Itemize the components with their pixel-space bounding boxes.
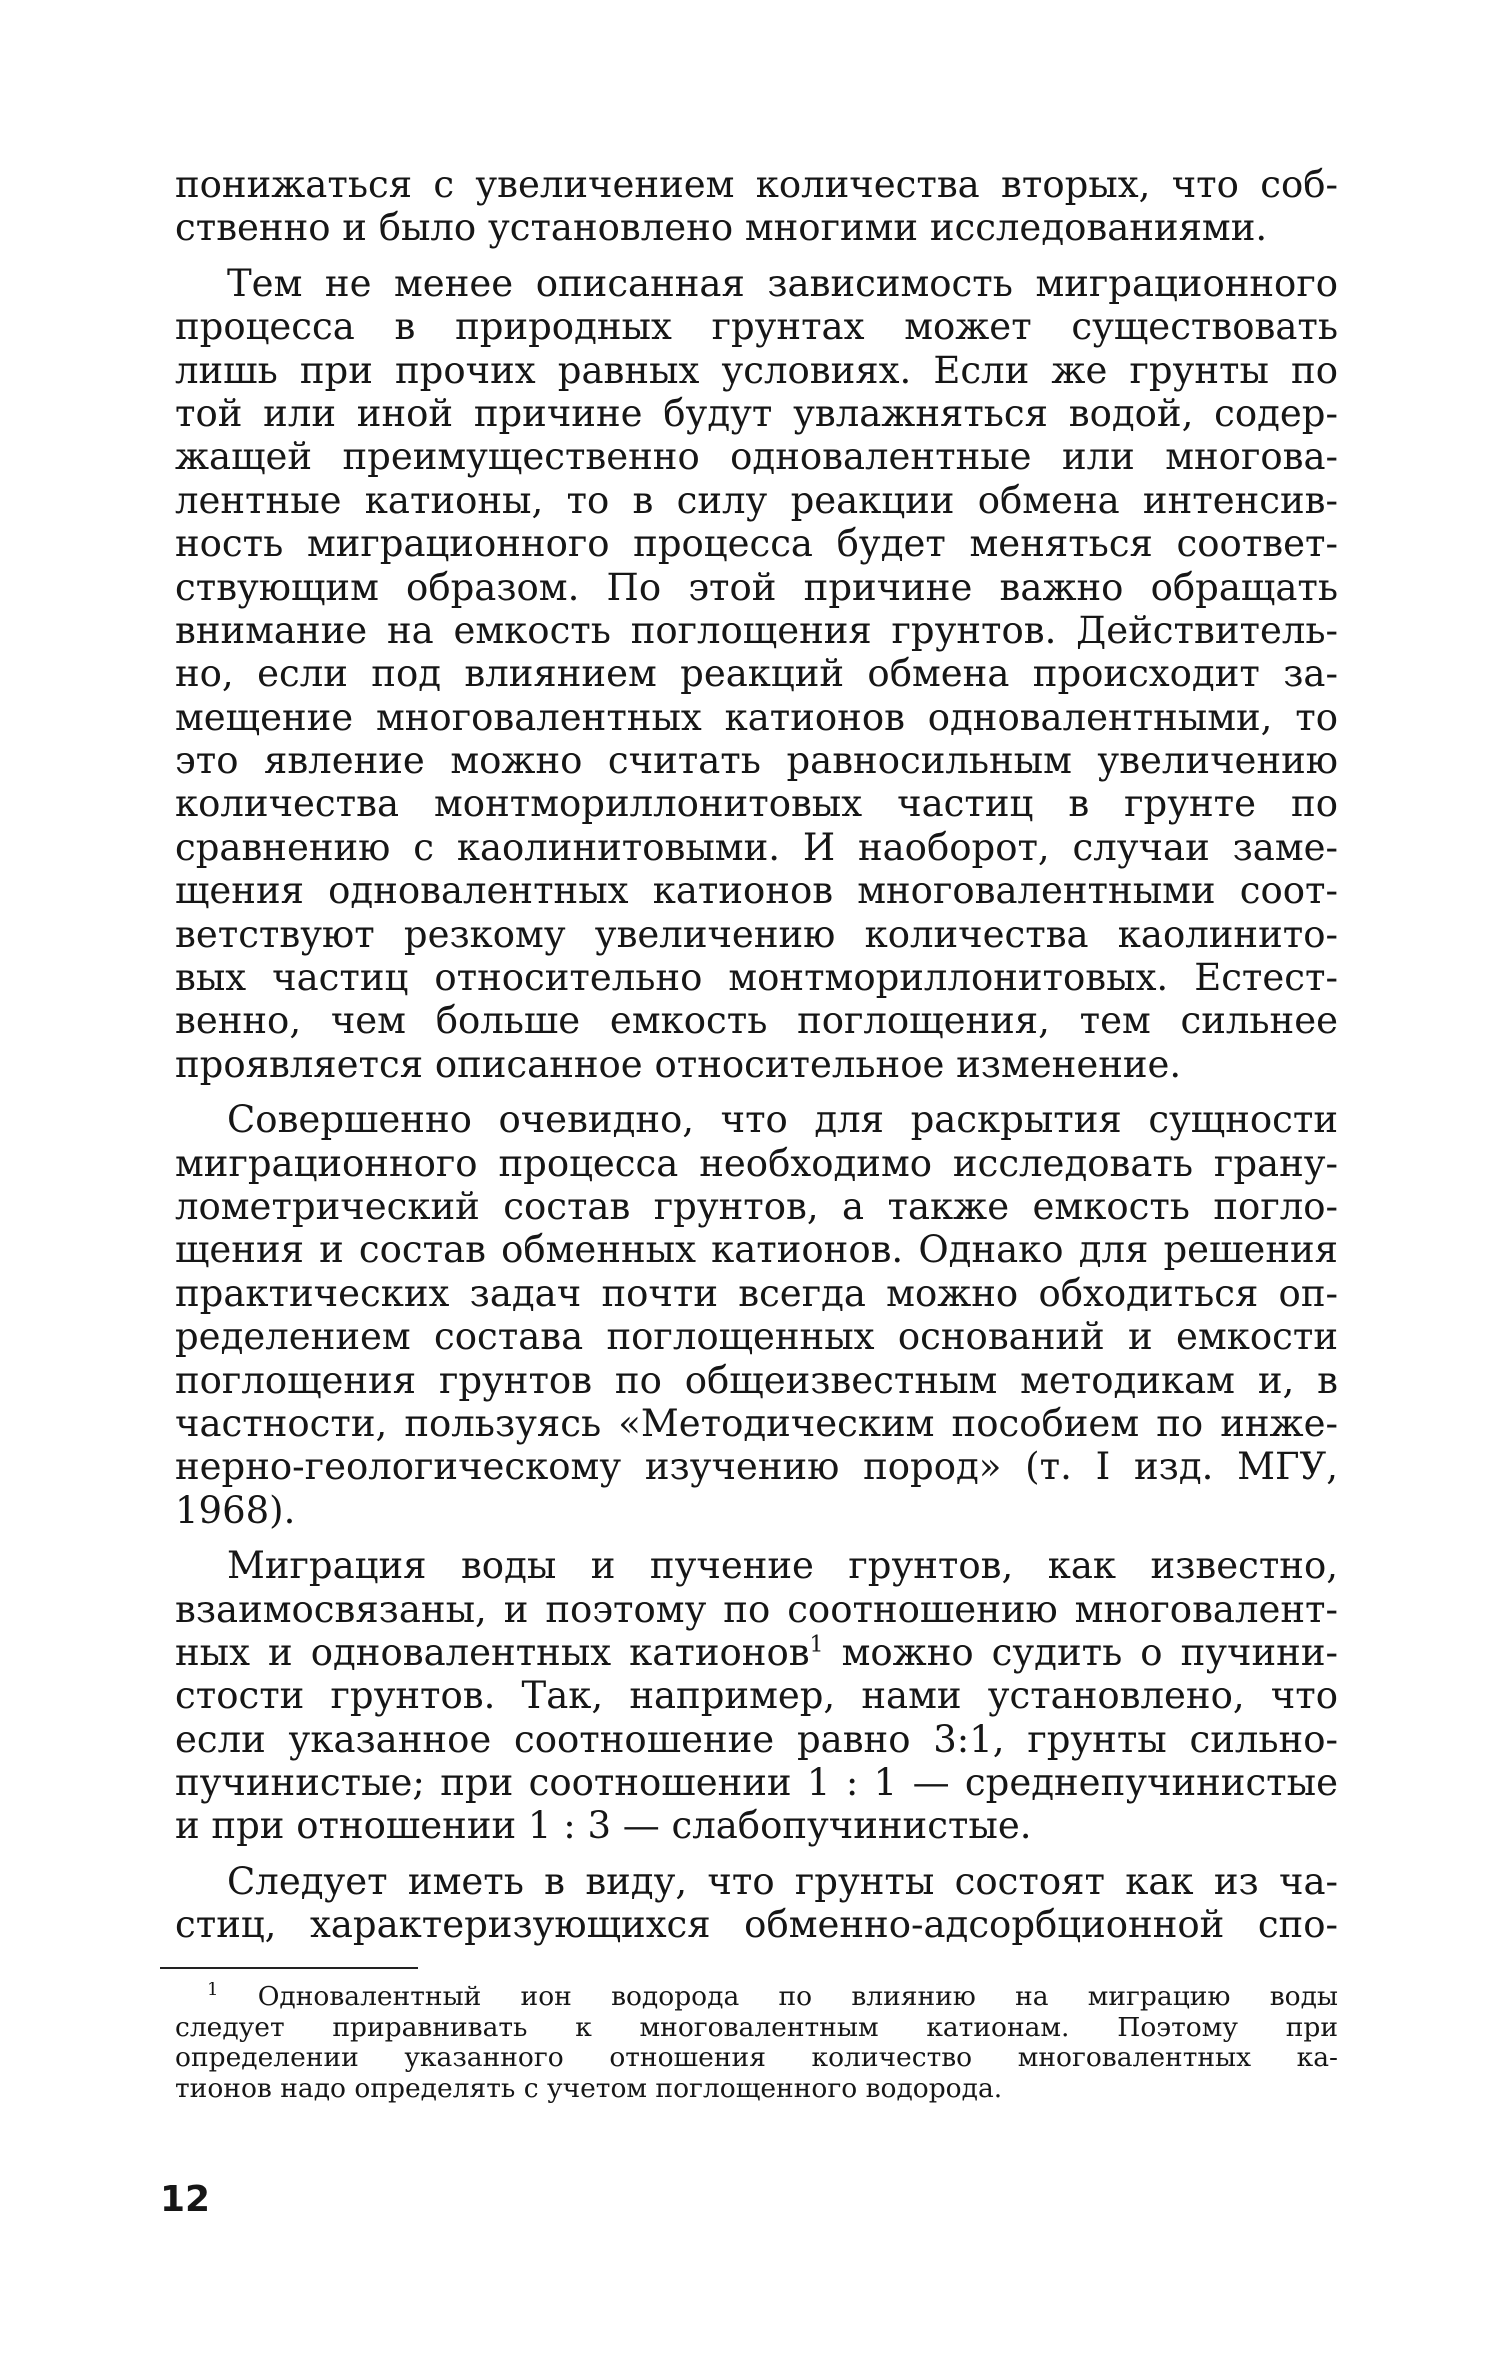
text-line: частности, пользуясь «Методическим пособием по инже-: [175, 1401, 1338, 1445]
text-line: миграционного процесса необходимо исследовать грану-: [175, 1141, 1338, 1185]
footnote-line: [175, 1982, 1338, 2013]
text-line: практических задач почти всегда можно обходиться оп-: [175, 1271, 1338, 1315]
text-line: сравнению с каолинитовыми. И наоборот, случаи заме-: [175, 825, 1338, 869]
text-fragment: можно судить о пучини-: [823, 1630, 1338, 1674]
paragraph-gap: [175, 250, 1338, 262]
text-line: ственно и было установлено многими исследованиями.: [175, 206, 1268, 250]
footnote-text: Одновалентный ион водорода по влиянию на миграцию воды: [257, 1982, 1338, 2012]
footnote-line: определении указанного отношения количество многовалентных ка-: [175, 2043, 1338, 2073]
footnote-marker: 1: [207, 1982, 219, 2001]
text-line: щения одновалентных катионов многовалентными соот-: [175, 869, 1338, 913]
footnote: [175, 1982, 1338, 2104]
text-line: проявляется описанное относительное изменение.: [175, 1042, 1182, 1086]
text-line: ствующим образом. По этой причине важно обращать: [175, 565, 1338, 609]
text-line: понижаться с увеличением количества вторых, что соб-: [175, 163, 1338, 206]
text-line: ределением состава поглощенных оснований и емкости: [175, 1315, 1338, 1359]
text-line: Совершенно очевидно, что для раскрытия сущности: [227, 1098, 1338, 1142]
footnote-reference: 1: [809, 1632, 824, 1658]
text-line: стиц, характеризующихся обменно-адсорбционной спо-: [175, 1903, 1338, 1947]
paragraph-gap: [175, 1532, 1338, 1544]
text-line: Миграция воды и пучение грунтов, как известно,: [227, 1544, 1338, 1588]
paragraph-gap: [175, 1086, 1338, 1098]
footnote-divider: [160, 1967, 418, 1969]
text-line: но, если под влиянием реакций обмена происходит за-: [175, 652, 1338, 696]
text-line: ность миграционного процесса будет меняться соответ-: [175, 522, 1338, 566]
text-line: поглощения грунтов по общеизвестным методикам и, в: [175, 1358, 1338, 1402]
text-line: процесса в природных грунтах может существовать: [175, 305, 1338, 349]
text-line: это явление можно считать равносильным увеличению: [175, 739, 1338, 783]
text-line: [175, 1631, 1338, 1674]
text-fragment: ных и одновалентных катионов: [175, 1630, 810, 1674]
paragraph: [175, 163, 1338, 250]
text-line: стости грунтов. Так, например, нами установлено, что: [175, 1674, 1338, 1718]
text-line: взаимосвязаны, и поэтому по соотношению многовалент-: [175, 1587, 1338, 1631]
paragraph-gap: [175, 1848, 1338, 1860]
text-line: Тем не менее описанная зависимость миграционного: [227, 261, 1338, 305]
text-line: мещение многовалентных катионов одновалентными, то: [175, 695, 1338, 739]
text-line: и при отношении 1 : 3 — слабопучинистые.: [175, 1804, 1032, 1848]
text-line: лометрический состав грунтов, а также емкость погло-: [175, 1184, 1338, 1228]
paragraph: [175, 1098, 1338, 1532]
text-line: щения и состав обменных катионов. Однако для решения: [175, 1228, 1338, 1272]
text-line: лишь при прочих равных условиях. Если же грунты по: [175, 348, 1338, 392]
text-line: нерно-геологическому изучению пород» (т. I изд. МГУ,: [175, 1445, 1338, 1489]
text-line: вых частиц относительно монтмориллонитовых. Естест-: [175, 956, 1338, 1000]
text-line: венно, чем больше емкость поглощения, тем сильнее: [175, 999, 1338, 1043]
text-line: количества монтмориллонитовых частиц в грунте по: [175, 782, 1338, 826]
page-number: 12: [160, 2179, 211, 2220]
text-line: внимание на емкость поглощения грунтов. Действитель-: [175, 608, 1338, 652]
text-line: жащей преимущественно одновалентные или многова-: [175, 435, 1338, 479]
footnote-line: следует приравнивать к многовалентным катионам. Поэтому при: [175, 2012, 1338, 2043]
text-line: той или иной причине будут увлажняться водой, содер-: [175, 391, 1338, 435]
text-line: пучинистые; при соотношении 1 : 1 — среднепучинистые: [175, 1761, 1338, 1805]
paragraph: [175, 262, 1338, 1086]
text-line: Следует иметь в виду, что грунты состоят как из ча-: [227, 1859, 1338, 1903]
main-text: [175, 163, 1338, 1947]
text-line: ветствуют резкому увеличению количества каолинито-: [175, 912, 1338, 956]
paragraph: [175, 1544, 1338, 1848]
text-line: 1968).: [175, 1488, 296, 1532]
paragraph: [175, 1860, 1338, 1947]
text-line: если указанное соотношение равно 3:1, грунты сильно-: [175, 1717, 1338, 1761]
footnote-line: тионов надо определять с учетом поглощенного водорода.: [175, 2073, 1003, 2104]
text-line: лентные катионы, то в силу реакции обмена интенсив-: [175, 478, 1338, 522]
